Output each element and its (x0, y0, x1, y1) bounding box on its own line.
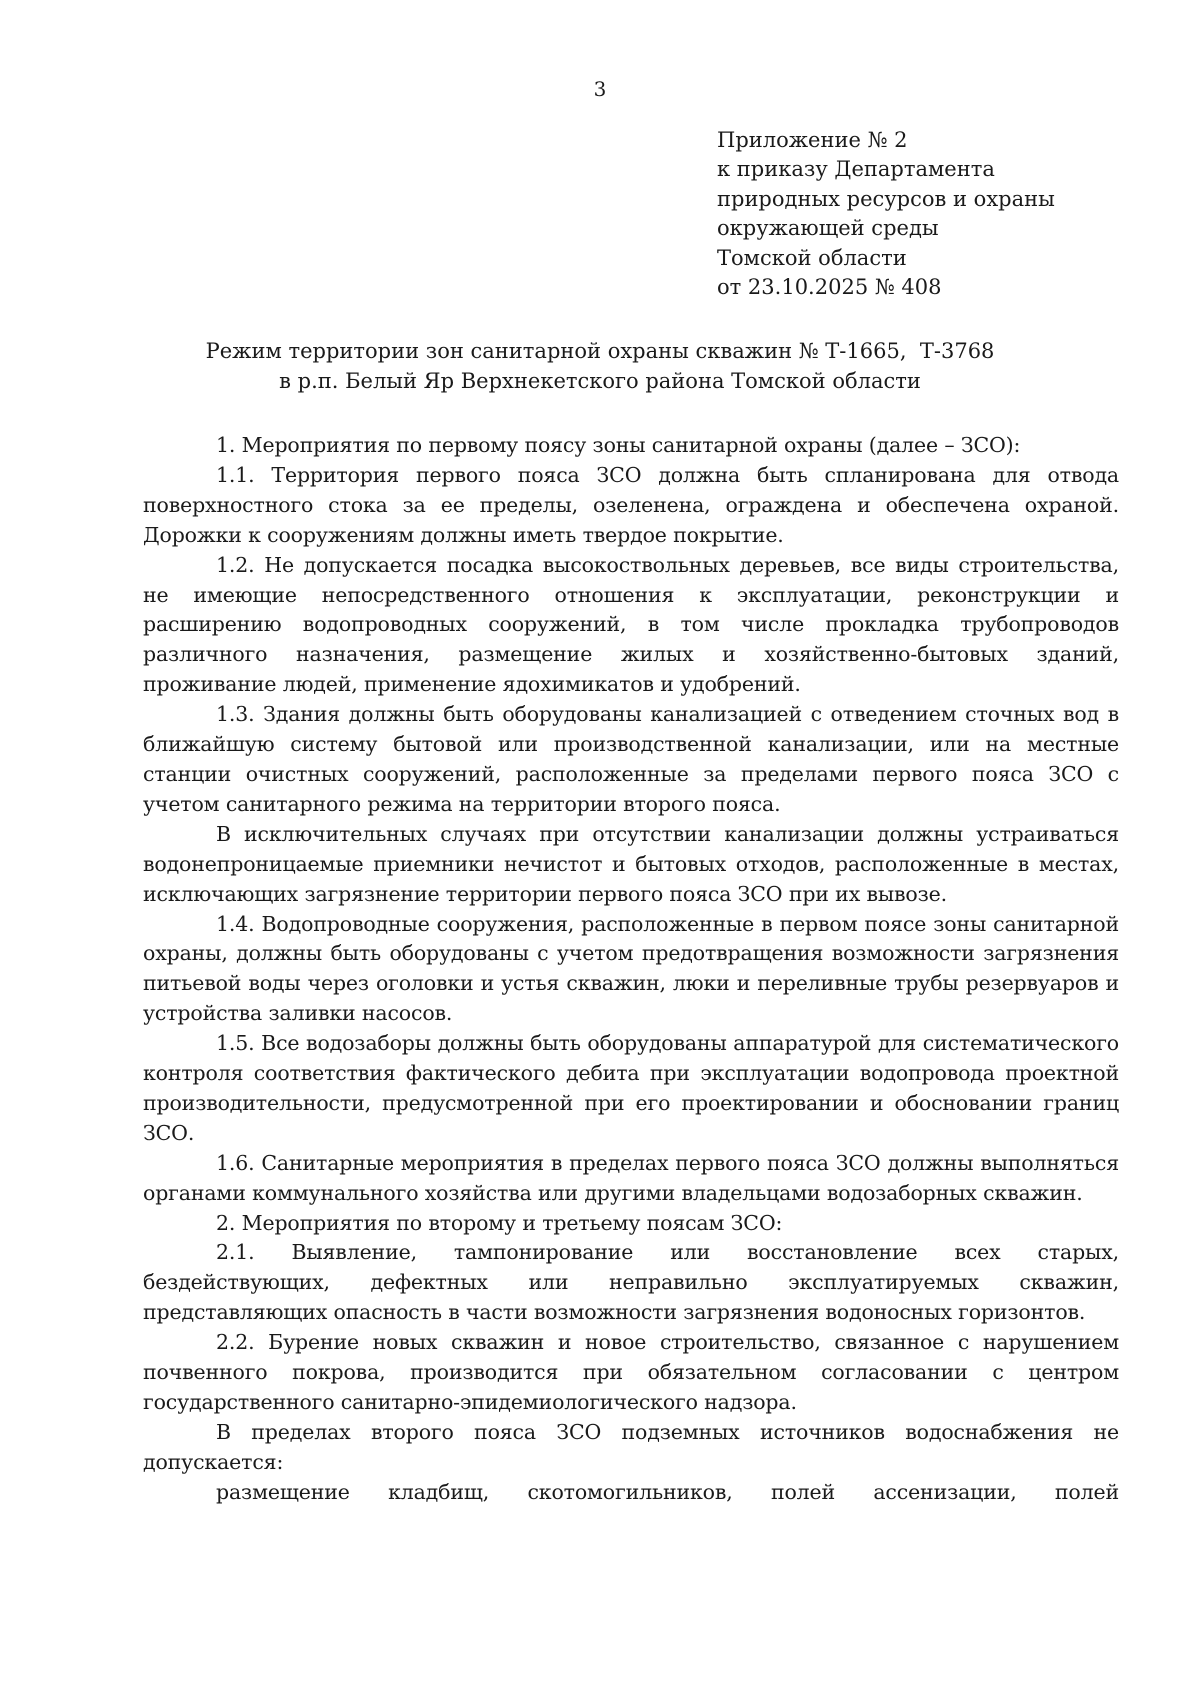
document-title-line: в р.п. Белый Яр Верхнекетского района Томской области (279, 368, 921, 393)
appendix-header (717, 126, 1055, 302)
paragraph: В пределах второго пояса ЗСО подземных источников водоснабжения не допускается: (143, 1419, 1119, 1474)
appendix-line: окружающей среды (717, 216, 939, 241)
paragraph: В исключительных случаях при отсутствии канализации должны устраиваться водонепроницаемые приемники нечистот и бытовых отходов, расположенные в местах, исключающих загрязнение территории первого пояса ЗСО при их вывозе. (143, 821, 1119, 906)
paragraph: размещение кладбищ, скотомогильников, полей ассенизации, полей (216, 1479, 1119, 1504)
paragraph: 1.5. Все водозаборы должны быть оборудованы аппаратурой для систематического контроля соответствия фактического дебита при эксплуатации водопровода проектной производительности, предусмотренной при его проектировании и обосновании границ ЗСО. (143, 1031, 1119, 1145)
paragraph: 1.3. Здания должны быть оборудованы канализацией с отведением сточных вод в ближайшую систему бытовой или производственной канализации, или на местные станции очистных сооружений, расположенные за пределами первого пояса ЗСО с учетом санитарного режима на территории второго пояса. (143, 702, 1119, 816)
document-title-line: Режим территории зон санитарной охраны скважин № Т-1665, Т-3768 (205, 339, 995, 363)
paragraph: 1.6. Санитарные мероприятия в пределах первого пояса ЗСО должны выполняться органами коммунального хозяйства или другими владельцами водозаборных скважин. (143, 1150, 1119, 1205)
appendix-line: Томской области (717, 245, 907, 270)
paragraph: 1.1. Территория первого пояса ЗСО должна быть спланирована для отвода поверхностного стока за ее пределы, озеленена, ограждена и обеспечена охраной. Дорожки к сооружениям должны иметь твердое покрытие. (143, 462, 1119, 547)
appendix-line: природных ресурсов и охраны (717, 186, 1055, 211)
paragraph: 2.1. Выявление, тампонирование или восстановление всех старых, бездействующих, дефектных или неправильно эксплуатируемых скважин, представляющих опасность в части возможности загрязнения водоносных горизонтов. (143, 1240, 1119, 1325)
paragraph: 1. Мероприятия по первому поясу зоны санитарной охраны (далее – ЗСО): (216, 433, 1021, 457)
appendix-line: к приказу Департамента (717, 157, 995, 182)
page-number: 3 (593, 77, 607, 101)
appendix-line: Приложение № 2 (717, 128, 908, 152)
paragraph: 1.2. Не допускается посадка высокоствольных деревьев, все виды строительства, не имеющие непосредственного отношения к эксплуатации, реконструкции и расширению водопроводных сооружений, в том числе прокладка трубопроводов различного назначения, размещение жилых и хозяйственно-бытовых зданий, проживание людей, применение ядохимикатов и удобрений. (143, 552, 1119, 697)
paragraph: 2.2. Бурение новых скважин и новое строительство, связанное с нарушением почвенного покрова, производится при обязательном согласовании с центром государственного санитарно-эпидемиологического надзора. (143, 1330, 1119, 1414)
paragraph: 2. Мероприятия по второму и третьему поясам ЗСО: (216, 1210, 783, 1235)
document-body (143, 431, 1119, 1508)
document-title (0, 337, 1200, 396)
paragraph: 1.4. Водопроводные сооружения, расположенные в первом поясе зоны санитарной охраны, должны быть оборудованы с учетом предотвращения возможности загрязнения питьевой воды через оголовки и устья скважин, люки и переливные трубы резервуаров и устройства заливки насосов. (143, 911, 1119, 1026)
appendix-line: от 23.10.2025 № 408 (717, 275, 942, 300)
